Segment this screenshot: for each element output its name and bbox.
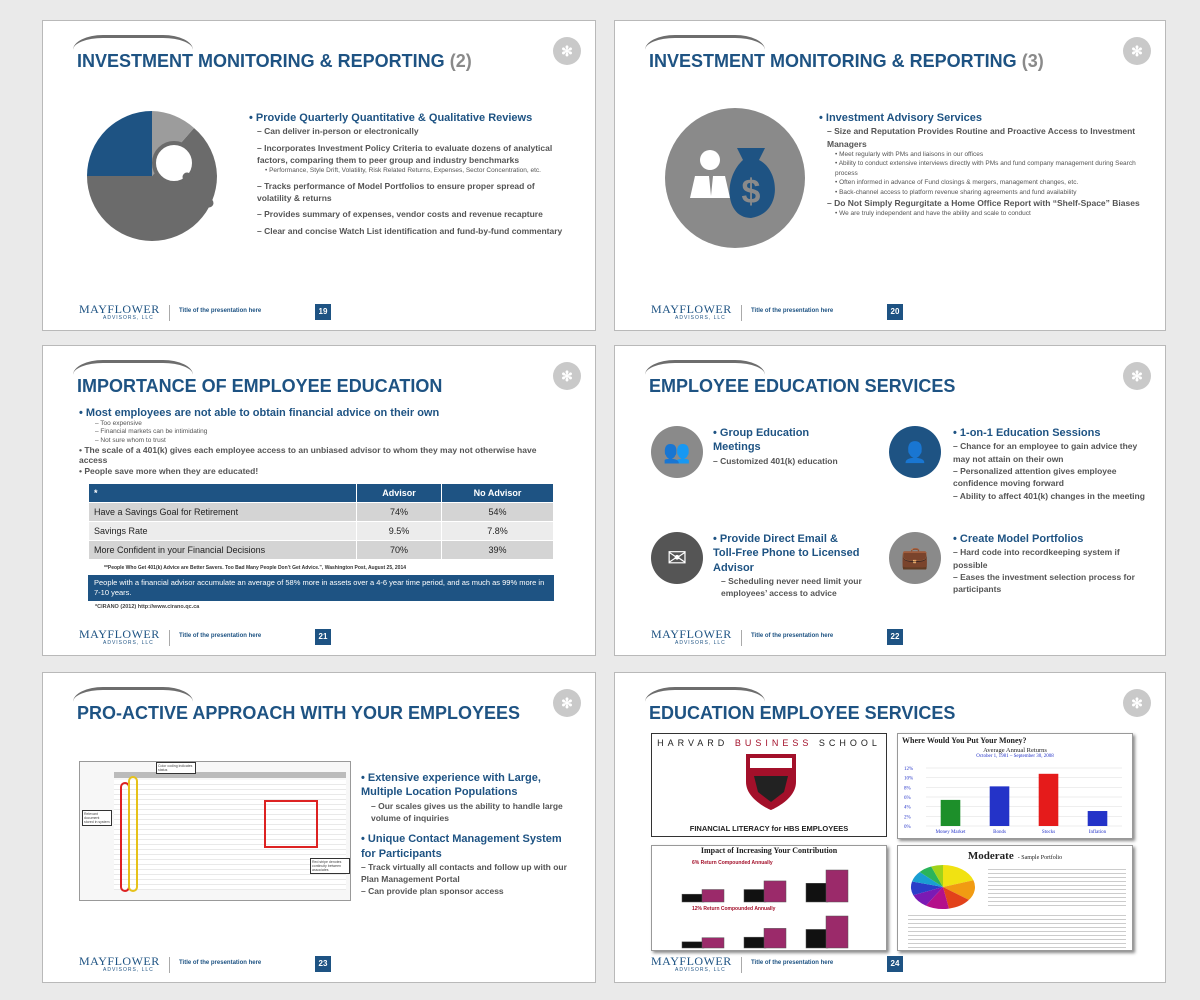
group-meeting-icon: 👥: [651, 426, 703, 478]
bullet: – Can provide plan sponsor access: [361, 886, 504, 897]
table-cell: 70%: [357, 541, 442, 560]
bullet: – Clear and concise Watch List identification and fund-by-fund commentary: [257, 225, 563, 236]
bar: [682, 894, 704, 902]
table-cell: 74%: [357, 503, 442, 522]
advisor-money-bag-icon: [665, 108, 805, 248]
y-tick-label: 8%: [904, 786, 911, 792]
y-tick-label: 6%: [904, 796, 911, 801]
bar: [764, 881, 786, 902]
table-note: **People Who Get 401(k) Advice are Better Savers. Too Bad Many People Don’t Get Advice.”, Washington Post, August 25, 2014: [88, 560, 554, 575]
table-cell: More Confident in your Financial Decisions: [89, 541, 357, 560]
bullet: • Often informed in advance of Fund closings & mergers, management changes, etc.: [835, 179, 1079, 187]
bar: [1088, 811, 1108, 826]
logo-icon: ✻: [553, 362, 581, 390]
bar: [806, 929, 828, 948]
logo-icon: ✻: [1123, 37, 1151, 65]
portfolio-chart-panel: Moderate - Sample Portfolio: [897, 845, 1133, 951]
bullet-list: [361, 771, 571, 898]
table-header: Advisor: [357, 484, 442, 503]
slide-22[interactable]: [614, 345, 1166, 656]
y-tick-label: 2%: [904, 815, 911, 821]
returns-chart: [902, 762, 1130, 838]
bar: [941, 800, 961, 826]
service-block: • 1-on-1 Education Sessions – Chance for an employee to gain advice they may not attain on their own – Personalized attention gives employee confidence moving forward – Ability to affect 401(k) changes in the meeting: [953, 427, 1145, 501]
footer: MAYFLOWER ADVISORS, LLC Title of the presentation here 22: [651, 627, 971, 649]
bullet: – Do Not Simply Regurgitate a Home Office Report with “Shelf-Space” Biases: [827, 198, 1140, 209]
slide-23[interactable]: [42, 672, 596, 983]
x-tick-label: Stocks: [1041, 830, 1056, 835]
callout: Color coding indicates status: [156, 762, 196, 774]
hbs-panel: HARVARD BUSINESS SCHOOL FINANCIAL LITERACY for HBS EMPLOYEES: [651, 733, 887, 837]
y-tick-label: 10%: [904, 776, 914, 782]
bullet: – Too expensive: [95, 420, 142, 428]
logo-icon: ✻: [1123, 362, 1151, 390]
contribution-chart: [652, 846, 887, 951]
footer: MAYFLOWER ADVISORS, LLC Title of the presentation here 19: [79, 302, 399, 324]
bullet: • The scale of a 401(k) gives each employee access to an unbiased advisor to whom they may not otherwise have access: [79, 444, 537, 466]
bullet: – Tracks performance of Model Portfolios to ensure proper spread of volatility & returns: [257, 180, 535, 203]
slide-title: EDUCATION EMPLOYEE SERVICES: [649, 703, 956, 723]
x-tick-label: Inflation: [1088, 830, 1107, 835]
service-block: • Group Education Meetings – Customized 401(k) education: [713, 427, 838, 466]
page-number: 21: [315, 629, 331, 645]
slide-title: PRO-ACTIVE APPROACH WITH YOUR EMPLOYEES: [77, 703, 521, 723]
svg-text:$: $: [741, 173, 761, 211]
table-cell: 7.8%: [441, 522, 553, 541]
bullet: • Most employees are not able to obtain financial advice on their own: [79, 407, 440, 419]
bullet: – Incorporates Investment Policy Criteria to evaluate dozens of analytical factors, comparing them to peer group and industry benchmarks: [257, 142, 553, 165]
one-on-one-icon: 👤: [889, 426, 941, 478]
bullet: – Size and Reputation Provides Routine and Proactive Access to Investment Managers: [827, 126, 1136, 149]
bullet: • Meet regularly with PMs and liaisons in our offices: [835, 150, 984, 158]
citation: *CIRANO (2012) http://www.cirano.qc.ca: [95, 604, 200, 610]
service-block: • Provide Direct Email & Toll-Free Phone to Licensed Advisor – Scheduling never need limit your employees’ access to advice: [713, 533, 862, 599]
bullet: • Investment Advisory Services: [819, 112, 983, 124]
bullet: • We are truly independent and have the ability and scale to conduct: [835, 210, 1031, 218]
bar: [744, 890, 766, 902]
bullet: – Can deliver in-person or electronically: [257, 126, 419, 137]
bar: [682, 942, 704, 948]
bar: [744, 937, 766, 948]
advisor-table: [88, 483, 554, 601]
briefcase-icon: 💼: [889, 532, 941, 584]
bullet: – Provides summary of expenses, vendor costs and revenue recapture: [257, 209, 543, 220]
contribution-chart-panel: Impact of Increasing Your Contribution 6% Return Compounded Annually 12% Return Compounded Annually: [651, 845, 887, 951]
callout: Red stripe denotes continuity between associates: [310, 858, 350, 874]
bullet: • People save more when they are educated!: [79, 465, 259, 476]
footer: MAYFLOWER ADVISORS, LLC Title of the presentation here 23: [79, 954, 399, 976]
table-cell: Have a Savings Goal for Retirement: [89, 503, 357, 522]
bar: [826, 870, 848, 902]
email-icon: ✉: [651, 532, 703, 584]
bullet-list: [249, 111, 569, 237]
x-tick-label: Bonds: [993, 830, 1006, 835]
bar: [1039, 774, 1059, 826]
slide-title: EMPLOYEE EDUCATION SERVICES: [649, 376, 956, 396]
returns-chart-panel: Where Would You Put Your Money? Average Annual Returns October 1, 1981 – September 30, 2008 12% 10% 8% 6% 4% 2% 0% Money Market Bonds Stocks Inflation: [897, 733, 1133, 839]
logo-icon: ✻: [553, 37, 581, 65]
bar: [764, 928, 786, 948]
bullet: • Performance, Style Drift, Volatility, Risk Related Returns, Expenses, Sector Concentration, etc.: [265, 167, 541, 175]
slide-title: INVESTMENT MONITORING & REPORTING (3): [649, 51, 1044, 71]
table-cell: 54%: [441, 503, 553, 522]
footer: MAYFLOWER ADVISORS, LLC Title of the presentation here 24: [651, 954, 971, 976]
slide-21[interactable]: [42, 345, 596, 656]
x-tick-label: Money Market: [935, 830, 966, 835]
page-number: 22: [887, 629, 903, 645]
table-header: *: [89, 484, 357, 503]
bar: [826, 916, 848, 948]
slide-title: IMPORTANCE OF EMPLOYEE EDUCATION: [77, 376, 443, 396]
hbs-shield-icon: [744, 752, 798, 812]
bullet: – Our scales gives us the ability to handle large volume of inquiries: [371, 800, 563, 823]
table-banner: People with a financial advisor accumulate an average of 58% more in assets over a 4-6 year time period, and as much as 99% more in 7-10 years.: [88, 575, 554, 601]
table-cell: 39%: [441, 541, 553, 560]
magnifier-pie-icon: [87, 111, 237, 251]
bullet: – Financial markets can be intimidating: [95, 428, 208, 436]
bullet: • Provide Quarterly Quantitative & Qualitative Reviews: [249, 112, 533, 124]
table-cell: Savings Rate: [89, 522, 357, 541]
bullet: • Unique Contact Management System for Participants: [361, 833, 562, 860]
slide-20[interactable]: [614, 20, 1166, 331]
y-tick-label: 12%: [904, 767, 914, 772]
bullet: • Extensive experience with Large, Multiple Location Populations: [361, 772, 541, 799]
bullet: – Track virtually all contacts and follow up with our Plan Management Portal: [361, 861, 567, 885]
portfolio-pie-chart: [908, 862, 978, 912]
slide-19[interactable]: [42, 20, 596, 331]
bullet-list: [819, 111, 1149, 219]
bar: [806, 883, 828, 902]
crm-screenshot: [79, 761, 351, 901]
footer: MAYFLOWER ADVISORS, LLC Title of the presentation here 20: [651, 302, 971, 324]
slide-title: INVESTMENT MONITORING & REPORTING (2): [77, 51, 472, 71]
bullet: • Back-channel access to platform revenue sharing agreements and fund availability: [835, 188, 1077, 196]
bullet-list: [79, 406, 549, 477]
page-number: 24: [887, 956, 903, 972]
bullet: • Ability to conduct extensive interviews directly with PMs and fund company management during Search process: [835, 160, 1136, 177]
slide-24[interactable]: [614, 672, 1166, 983]
logo-icon: ✻: [1123, 689, 1151, 717]
table-header: No Advisor: [441, 484, 553, 503]
callout: Relevant document stored in system: [82, 810, 112, 826]
bar: [702, 890, 724, 902]
page-number: 23: [315, 956, 331, 972]
page-number: 20: [887, 304, 903, 320]
bullet: – Not sure whom to trust: [95, 436, 166, 444]
page-number: 19: [315, 304, 331, 320]
bar: [990, 786, 1010, 826]
service-block: • Create Model Portfolios – Hard code into recordkeeping system if possible – Eases the investment selection process for participants: [953, 533, 1135, 595]
bar: [702, 938, 724, 948]
table-cell: 9.5%: [357, 522, 442, 541]
y-tick-label: 0%: [904, 825, 911, 830]
footer: MAYFLOWER ADVISORS, LLC Title of the presentation here 21: [79, 627, 399, 649]
logo-icon: ✻: [553, 689, 581, 717]
y-tick-label: 4%: [904, 805, 911, 811]
